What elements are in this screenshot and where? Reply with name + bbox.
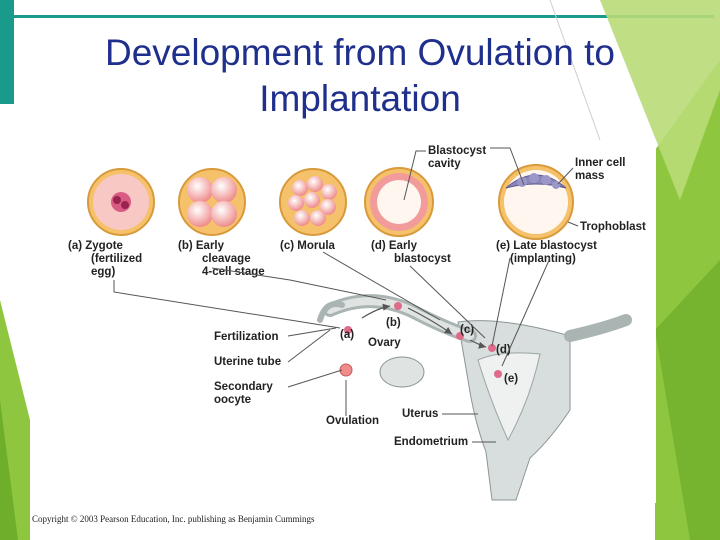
stage-label-early-cleavage: (b) Early cleavage 4-cell stage <box>178 240 265 278</box>
early-blastocyst <box>365 168 433 236</box>
cell-marker-e <box>494 370 502 378</box>
path-label-c: (c) <box>460 324 475 336</box>
callout-trophoblast: Trophoblast <box>580 221 646 233</box>
callout-blastocyst-cavity: Blastocyst cavity <box>428 145 487 170</box>
label-uterine-tube: Uterine tube <box>214 356 282 368</box>
slide-title <box>40 30 680 122</box>
slide-title-line-1: Development from Ovulation to <box>104 32 615 73</box>
path-label-b: (b) <box>386 317 401 329</box>
four-cell-embryo <box>179 169 245 235</box>
label-secondary-oocyte: Secondary oocyte <box>214 381 273 406</box>
slide-title-line-2: Implantation <box>259 78 461 119</box>
left-accent-block <box>0 0 14 104</box>
label-ovary: Ovary <box>368 337 401 349</box>
path-label-a: (a) <box>340 329 355 341</box>
late-blastocyst <box>499 165 573 239</box>
diagram-canvas <box>30 140 656 503</box>
development-diagram <box>30 140 656 503</box>
stage-label-morula: (c) Morula <box>280 240 335 252</box>
label-uterus: Uterus <box>402 408 439 420</box>
path-label-d: (d) <box>496 344 511 356</box>
cell-marker-b <box>394 302 402 310</box>
stage-label-late-blastocyst: (e) Late blastocyst (implanting) <box>496 240 597 265</box>
label-endometrium: Endometrium <box>394 436 469 448</box>
morula <box>280 169 346 235</box>
label-fertilization: Fertilization <box>214 331 279 343</box>
path-label-e: (e) <box>504 373 519 385</box>
stage-label-zygote: (a) Zygote (fertilized egg) <box>68 240 143 278</box>
zygote-cell <box>88 169 154 235</box>
label-ovulation: Ovulation <box>326 415 380 427</box>
stage-label-early-blastocyst: (d) Early blastocyst <box>371 240 451 265</box>
callout-inner-cell-mass: Inner cell mass <box>575 157 626 182</box>
copyright-notice: Copyright © 2003 Pearson Education, Inc. publishing as Benjamin Cummings <box>32 514 315 524</box>
